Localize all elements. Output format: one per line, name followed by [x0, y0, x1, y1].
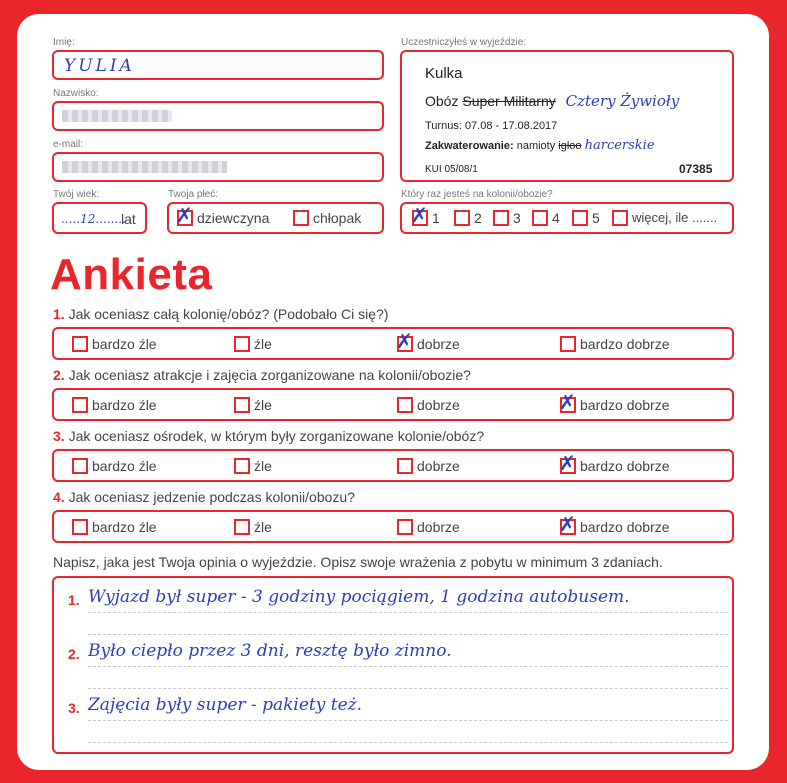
nazwisko-redacted	[62, 110, 172, 122]
ktory-option-3[interactable]: 3	[493, 209, 521, 226]
wiek-unit: lat	[121, 211, 136, 227]
checkbox[interactable]	[234, 397, 250, 413]
rating-option[interactable]	[72, 396, 157, 413]
rating-option[interactable]	[234, 396, 272, 413]
question-label: Jak oceniasz całą kolonię/obóz? (Podobało Ci się?)	[68, 306, 389, 322]
wiek-field[interactable]	[52, 202, 147, 234]
checkbox[interactable]	[293, 210, 309, 226]
zakw-handwritten: harcerskie	[584, 138, 655, 153]
ktory-option-more[interactable]: więcej, ile .......	[612, 209, 717, 226]
writing-line	[88, 666, 728, 667]
checkbox[interactable]	[234, 519, 250, 535]
question-label: Jak oceniasz ośrodek, w którym były zorganizowane kolonie/obóz?	[68, 428, 485, 444]
writing-line	[88, 688, 728, 689]
trip-zakwaterowanie: Zakwaterowanie: namioty igloo harcerskie	[425, 138, 655, 153]
wiek-value: .....12........	[61, 212, 126, 226]
question-4-text	[53, 489, 355, 505]
plec-option-dziewczyna[interactable]: ✗ dziewczyna	[176, 203, 270, 228]
rating-option[interactable]	[72, 518, 157, 535]
checkbox[interactable]	[397, 519, 413, 535]
trip-camp: Obóz Super Militarny Cztery Żywioły	[425, 92, 680, 110]
ktory-option-5[interactable]: 5	[572, 209, 600, 226]
checkbox[interactable]	[72, 336, 88, 352]
rating-option[interactable]	[559, 390, 670, 415]
rating-label: bardzo dobrze	[580, 519, 670, 536]
rating-option[interactable]	[397, 396, 460, 413]
question-3-options	[52, 449, 734, 482]
rating-label: bardzo źle	[92, 336, 157, 353]
wiek-label: Twój wiek:	[53, 189, 100, 200]
email-field[interactable]	[52, 152, 384, 182]
question-number: 3.	[53, 428, 65, 444]
ktory-option-2[interactable]: 2	[454, 209, 482, 226]
writing-line	[88, 612, 728, 613]
ktory-label: Który raz jesteś na kolonii/obozie?	[401, 189, 553, 200]
trip-code: KUI 05/08/1	[425, 164, 478, 175]
checkbox[interactable]	[72, 397, 88, 413]
ktory-option-4[interactable]: 4	[532, 209, 560, 226]
question-2-text	[53, 367, 471, 383]
checkbox[interactable]	[397, 458, 413, 474]
writing-line	[88, 634, 728, 635]
plec-label: Twoja płeć:	[168, 189, 219, 200]
rating-option[interactable]	[559, 512, 670, 537]
question-label: Jak oceniasz jedzenie podczas kolonii/obozu?	[68, 489, 355, 505]
rating-label: bardzo dobrze	[580, 397, 670, 414]
question-number: 1.	[53, 306, 65, 322]
rating-label: dobrze	[417, 519, 460, 536]
rating-option[interactable]	[234, 518, 272, 535]
checkbox[interactable]	[72, 458, 88, 474]
checkbox[interactable]	[559, 451, 576, 476]
rating-label: bardzo źle	[92, 458, 157, 475]
check-mark-icon: ✗	[396, 329, 413, 354]
question-2-options	[52, 388, 734, 421]
trip-label: Uczestniczyłeś w wyjeździe:	[401, 37, 527, 48]
rating-option[interactable]	[72, 335, 157, 352]
rating-label: bardzo dobrze	[580, 458, 670, 475]
opinion-line-number: 1.	[68, 592, 80, 608]
trip-number: 07385	[679, 162, 713, 176]
rating-label: źle	[254, 519, 272, 536]
trip-name: Kulka	[425, 65, 463, 82]
check-mark-icon: ✗	[559, 512, 576, 537]
question-1-options	[52, 327, 734, 360]
opinion-line-number: 3.	[68, 700, 80, 716]
check-mark-icon: ✗	[411, 203, 428, 228]
question-number: 2.	[53, 367, 65, 383]
rating-option[interactable]	[234, 335, 272, 352]
trip-info-box	[400, 50, 734, 182]
writing-line	[88, 742, 728, 743]
rating-label: dobrze	[417, 397, 460, 414]
checkbox[interactable]	[176, 203, 193, 228]
rating-option[interactable]	[560, 335, 670, 352]
nazwisko-field[interactable]	[52, 101, 384, 131]
rating-label: dobrze	[417, 336, 460, 353]
rating-option[interactable]	[234, 457, 272, 474]
camp-struck: Super Militarny	[462, 93, 556, 109]
check-mark-icon: ✗	[559, 390, 576, 415]
rating-label: bardzo dobrze	[580, 336, 670, 353]
checkbox[interactable]	[234, 336, 250, 352]
email-label: e-mail:	[53, 139, 84, 150]
imie-value: YULIA	[64, 56, 135, 76]
ktory-field	[400, 202, 734, 234]
rating-label: bardzo źle	[92, 397, 157, 414]
trip-turnus: Turnus: 07.08 - 17.08.2017	[425, 120, 558, 132]
opinion-line-text: Zajęcia były super - pakiety też.	[88, 695, 362, 715]
checkbox[interactable]	[72, 519, 88, 535]
checkbox[interactable]	[234, 458, 250, 474]
question-3-text	[53, 428, 484, 444]
page-title: Ankieta	[50, 250, 213, 299]
rating-label: źle	[254, 397, 272, 414]
writing-line	[88, 720, 728, 721]
nazwisko-label: Nazwisko:	[53, 88, 99, 99]
rating-label: bardzo źle	[92, 519, 157, 536]
rating-option[interactable]	[559, 451, 670, 476]
check-mark-icon: ✗	[176, 203, 193, 228]
question-number: 4.	[53, 489, 65, 505]
rating-option[interactable]	[396, 329, 460, 354]
opinion-line-text: Było ciepło przez 3 dni, resztę było zimno.	[88, 641, 452, 661]
check-mark-icon: ✗	[559, 451, 576, 476]
checkbox[interactable]	[396, 329, 413, 354]
rating-option[interactable]	[72, 457, 157, 474]
checkbox[interactable]	[559, 390, 576, 415]
imie-field[interactable]	[52, 50, 384, 80]
ktory-option-1[interactable]: ✗ 1	[411, 203, 440, 228]
email-redacted	[62, 161, 227, 173]
camp-handwritten: Cztery Żywioły	[565, 92, 680, 110]
opinion-line-text: Wyjazd był super - 3 godziny pociągiem, 1 godzina autobusem.	[88, 587, 630, 607]
checkbox[interactable]	[560, 336, 576, 352]
question-4-options	[52, 510, 734, 543]
rating-label: dobrze	[417, 458, 460, 475]
plec-field	[167, 202, 384, 234]
rating-label: źle	[254, 458, 272, 475]
opinion-prompt: Napisz, jaka jest Twoja opinia o wyjeździe. Opisz swoje wrażenia z pobytu w minimum 3 zdaniach.	[53, 554, 663, 570]
checkbox[interactable]	[559, 512, 576, 537]
plec-option-chlopak[interactable]: chłopak	[293, 209, 361, 226]
checkbox[interactable]	[397, 397, 413, 413]
question-1-text	[53, 306, 388, 322]
rating-option[interactable]	[397, 457, 460, 474]
imie-label: Imię:	[53, 37, 75, 48]
rating-option[interactable]	[397, 518, 460, 535]
opinion-line-number: 2.	[68, 646, 80, 662]
question-label: Jak oceniasz atrakcje i zajęcia zorganizowane na kolonii/obozie?	[68, 367, 471, 383]
rating-label: źle	[254, 336, 272, 353]
